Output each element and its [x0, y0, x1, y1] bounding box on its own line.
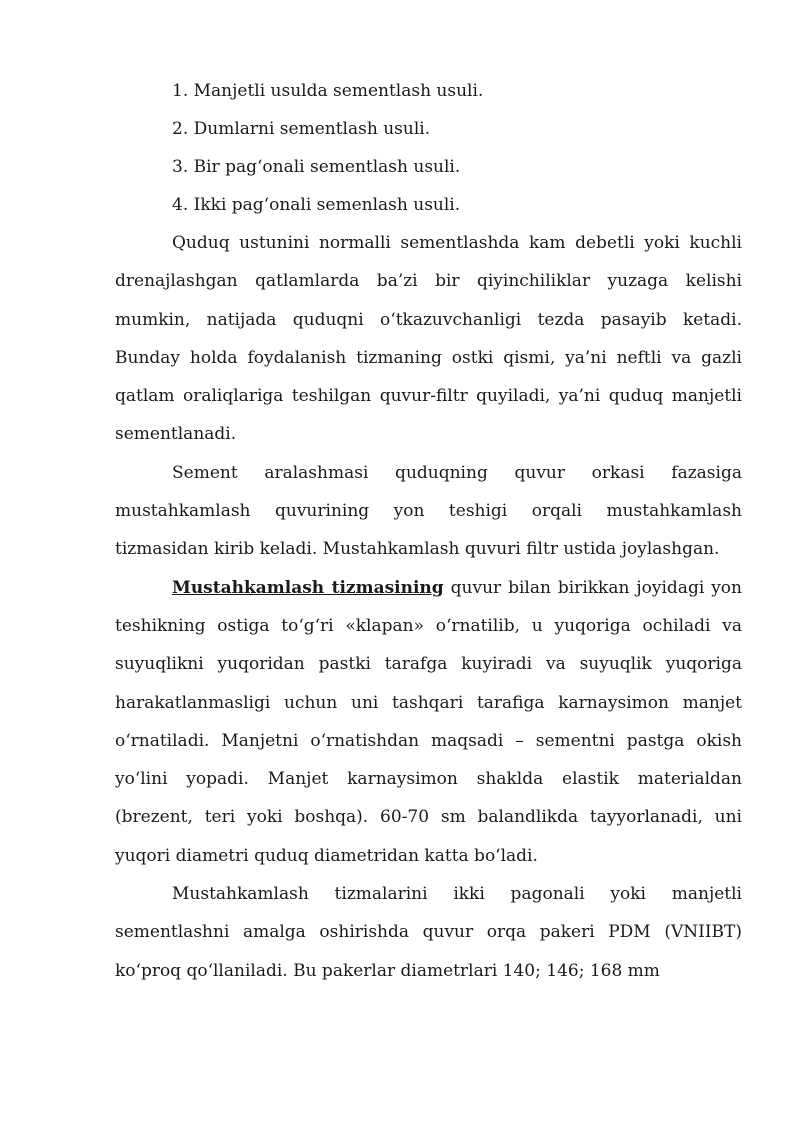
- document-page: [115, 72, 742, 990]
- paragraph-body: quvur bilan birikkan joyidagi yon teshikning ostiga to‘g‘ri «klapan» o‘rnatilib, u yuqoriga ochiladi va suyuqlikni yuqoridan pastki tarafga kuyiradi va suyuqlik yuqoriga harakatlanmasligi uchun uni tashqari tarafiga karnaysimon manjet o‘rnatiladi. Manjetni o‘rnatishdan maqsadi – sementni pastga okish yo‘lini yopadi. Manjet karnaysimon shaklda elastik materialdan (brezent, teri yoki boshqa). 60-70 sm balandlikda tayyorlanadi, uni yuqori diametri quduq diametridan katta bo‘ladi.: [115, 577, 742, 866]
- list-item-1: 1. Manjetli usulda sementlash usuli.: [172, 81, 484, 101]
- paragraph-normal-cementing: Quduq ustunini normalli sementlashda kam debetli yoki kuchli drenajlashgan qatlamlarda ba’zi bir qiyinchiliklar yuzaga kelishi mumkin, natijada quduqni o‘tkazuvchanligi tezda pasayib ketadi. Bunday holda foydalanish tizmaning ostki qismi, ya’ni neftli va gazli qatlam oraliqlariga teshilgan quvur-filtr quyiladi, ya’ni quduq manjetli sementlanadi.: [115, 233, 742, 445]
- paragraph-casing-string: [115, 569, 742, 875]
- list-item-4: 4. Ikki pag‘onali semenlash usuli.: [172, 195, 461, 215]
- paragraph-packer: Mustahkamlash tizmalarini ikki pagonali yoki manjetli sementlashni amalga oshirishda quvur orqa pakeri PDM (VNIIBT) ko‘proq qo‘llaniladi. Bu pakerlar diametrlari 140; 146; 168 mm: [115, 884, 742, 981]
- paragraph-lead-term: Mustahkamlash tizmasining: [172, 577, 444, 598]
- paragraph-cement-mixture: Sement aralashmasi quduqning quvur orkasi fazasiga mustahkamlash quvurining yon teshigi orqali mustahkamlash tizmasidan kirib keladi. Mustahkamlash quvuri filtr ustida joylashgan.: [115, 462, 742, 560]
- list-item-2: 2. Dumlarni sementlash usuli.: [172, 119, 431, 139]
- list-item-3: 3. Bir pag‘onali sementlash usuli.: [172, 157, 461, 177]
